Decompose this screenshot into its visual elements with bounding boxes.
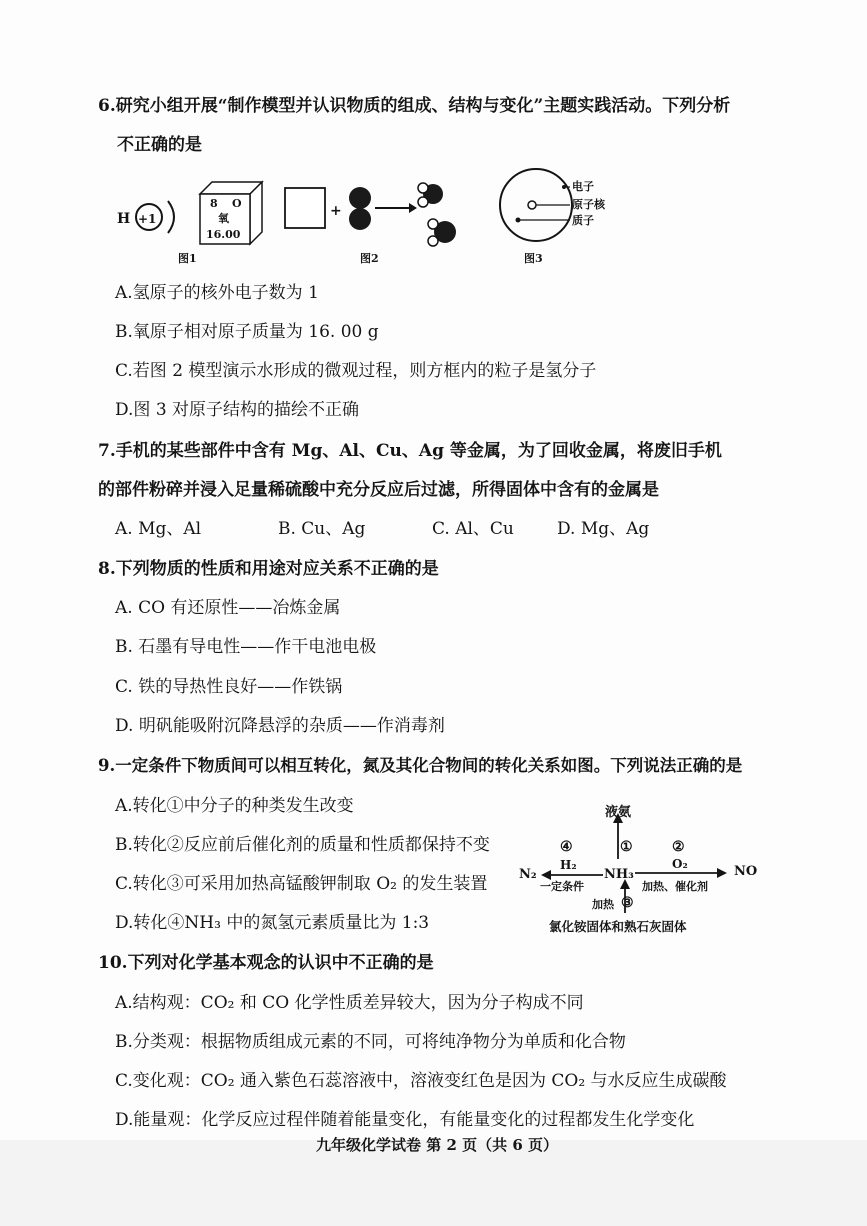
q9-option-b: B.转化②反应前后催化剂的质量和性质都保持不变 <box>115 835 490 855</box>
fig3-label-nucleus: 原子核 <box>572 198 605 211</box>
water-formation-model <box>283 182 473 252</box>
fig1-nucleus-charge: +1 <box>138 212 157 226</box>
q8-option-b: B. 石墨有导电性——作干电池电极 <box>115 637 377 657</box>
q9-condition-3: 加热 <box>592 898 614 911</box>
element-number: 8 <box>210 197 218 210</box>
fig3-label-electron: 电子 <box>572 180 594 193</box>
q7-option-a: A. Mg、Al <box>115 519 202 539</box>
q8-option-d: D. 明矾能吸附沉降悬浮的杂质——作消毒剂 <box>115 716 445 736</box>
atom-structure-diagram <box>498 165 578 245</box>
q9-circle-2: ② <box>672 839 685 855</box>
q6-option-c: C.若图 2 模型演示水形成的微观过程，则方框内的粒子是氢分子 <box>115 361 597 381</box>
q8-stem: 8.下列物质的性质和用途对应关系不正确的是 <box>98 559 439 579</box>
q9-circle-1: ① <box>620 839 633 855</box>
q9-stem: 9.一定条件下物质间可以相互转化，氮及其化合物间的转化关系如图。下列说法正确的是 <box>98 756 743 775</box>
q6-option-d: D.图 3 对原子结构的描绘不正确 <box>115 400 360 420</box>
figure1-caption: 图1 <box>178 252 197 265</box>
q7-option-d: D. Mg、Ag <box>557 519 650 539</box>
q9-nh3: NH₃ <box>604 867 634 882</box>
q6-option-b: B.氧原子相对原子质量为 16. 00 g <box>115 322 379 342</box>
q7-option-b: B. Cu、Ag <box>278 519 366 539</box>
q10-stem: 10.下列对化学基本观念的认识中不正确的是 <box>98 953 434 973</box>
element-mass: 16.00 <box>206 228 241 241</box>
q7-stem-line2: 的部件粉碎并浸入足量稀硫酸中充分反应后过滤，所得固体中含有的金属是 <box>98 480 659 500</box>
q6-stem-line1: 6.研究小组开展“制作模型并认识物质的组成、结构与变化”主题实践活动。下列分析 <box>98 96 731 116</box>
q8-option-c: C. 铁的导热性良好——作铁锅 <box>115 677 343 697</box>
q10-option-a: A.结构观：CO₂ 和 CO 化学性质差异较大，因为分子构成不同 <box>115 993 584 1013</box>
q9-n2: N₂ <box>519 867 537 882</box>
q6-option-a: A.氢原子的核外电子数为 1 <box>115 283 319 303</box>
q6-stem-line2: 不正确的是 <box>117 135 202 155</box>
q10-option-b: B.分类观：根据物质组成元素的不同，可将纯净物分为单质和化合物 <box>115 1032 626 1052</box>
q9-option-d: D.转化④NH₃ 中的氮氢元素质量比为 1:3 <box>115 913 430 933</box>
nitrogen-conversion-diagram <box>515 795 765 925</box>
q9-no: NO <box>734 864 758 879</box>
q8-option-a: A. CO 有还原性——冶炼金属 <box>115 598 341 618</box>
q9-reagent-h2: H₂ <box>560 858 577 872</box>
q10-option-d: D.能量观：化学反应过程伴随着能量变化，有能量变化的过程都发生化学变化 <box>115 1110 695 1130</box>
q9-condition-4: 一定条件 <box>540 880 584 893</box>
q10-option-c: C.变化观：CO₂ 通入紫色石蕊溶液中，溶液变红色是因为 CO₂ 与水反应生成碳酸 <box>115 1071 727 1091</box>
figure3-caption: 图3 <box>524 252 543 265</box>
q9-condition-2: 加热、催化剂 <box>642 880 708 893</box>
q9-bottom-source: 氯化铵固体和熟石灰固体 <box>549 919 687 934</box>
page-footer: 九年级化学试卷 第 2 页（共 6 页） <box>316 1136 558 1154</box>
q9-option-c: C.转化③可采用加热高锰酸钾制取 O₂ 的发生装置 <box>115 874 488 894</box>
q9-reagent-o2: O₂ <box>672 857 688 871</box>
q7-option-c: C. Al、Cu <box>432 519 514 539</box>
q7-stem-line1: 7.手机的某些部件中含有 Mg、Al、Cu、Ag 等金属，为了回收金属，将废旧手机 <box>98 441 722 461</box>
q9-circle-3: ③ <box>621 895 634 911</box>
fig1-h-symbol: H <box>117 211 131 227</box>
fig2-plus: + <box>330 203 342 219</box>
fig3-label-proton: 质子 <box>572 214 594 227</box>
element-symbol: O <box>232 197 242 210</box>
q9-circle-4: ④ <box>560 839 573 855</box>
figure2-caption: 图2 <box>360 252 379 265</box>
element-name: 氧 <box>218 212 229 225</box>
q9-option-a: A.转化①中分子的种类发生改变 <box>115 796 354 816</box>
q9-liquid-ammonia: 液氨 <box>605 805 632 820</box>
